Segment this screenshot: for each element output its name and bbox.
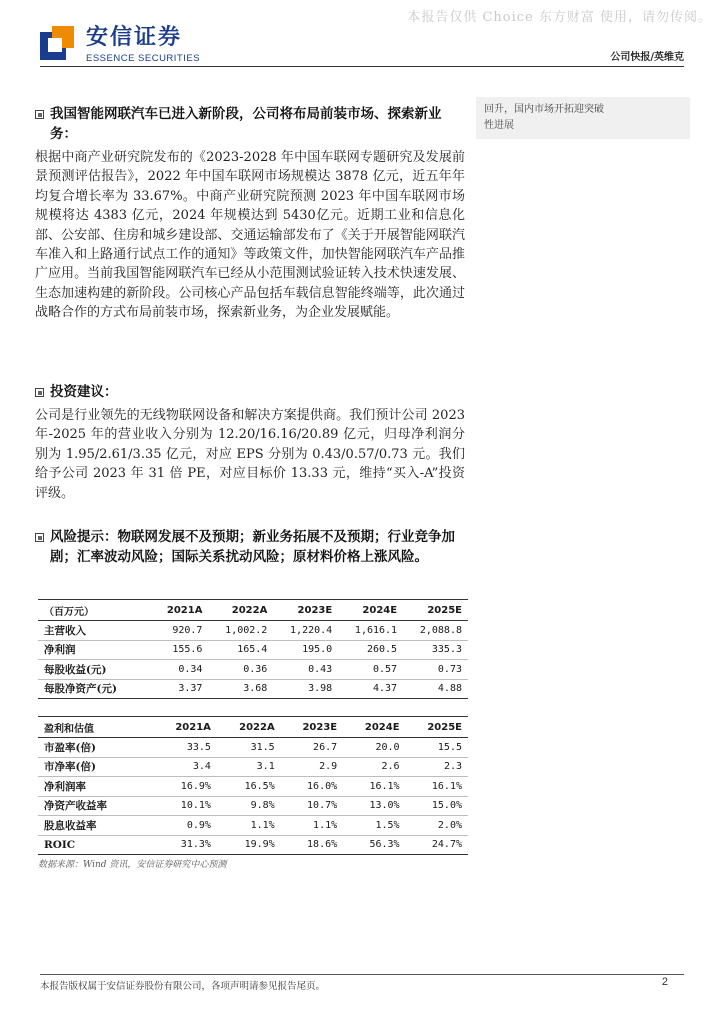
sidebar-note-line2: 性进展 [484, 120, 514, 131]
table-cell: 18.6% [281, 835, 343, 855]
table-cell: 0.73 [403, 660, 468, 680]
table-cell: 9.8% [217, 796, 281, 816]
watermark: 本报告仅供 Choice 东方财富 使用，请勿传阅。 [407, 10, 712, 25]
valuation-table [38, 716, 468, 855]
table-cell: 4.88 [403, 679, 468, 699]
table-cell: 16.9% [153, 777, 217, 797]
report-type: 公司快报/英维克 [610, 52, 684, 63]
row-label: 股息收益率 [38, 816, 153, 836]
section-body: 根据中商产业研究院发布的《2023-2028 年中国车联网专题研究及发展前景预测评估报告》，2022 年中国车联网市场规模达 3878 亿元，近五年年均复合增长率为 33.67%。中商产业研究院预测 2023 年中国车联网市场规模将达 4383 亿元，2024 年规模达到 5430亿元。近期工业和信息化部、公安部、住房和城乡建设部、交通运输部发布了《关于开展智能网联汽车准入和上路通行试点工作的通知》等政策文件，加快智能网联汽车产品推广应用。当前我国智能网联汽车已经从小范围测试验证转入技术快速发展、生态加速构建的新阶段。公司核心产品包括车载信息智能终端等，此次通过战略合作的方式布局前装市场，探索新业务，为企业发展赋能。 [35, 150, 465, 321]
table-row [38, 777, 468, 797]
page-number: 2 [661, 976, 668, 988]
table-cell: 13.0% [343, 796, 405, 816]
section-market [35, 104, 465, 323]
table-header-cell: 2023E [281, 717, 343, 738]
table-cell: 1.1% [217, 816, 281, 836]
table-cell: 1,002.2 [208, 621, 273, 641]
table-cell: 31.3% [153, 835, 217, 855]
financial-table [38, 599, 468, 699]
table-cell: 1,220.4 [273, 621, 338, 641]
table-cell: 2.3 [406, 757, 468, 777]
table-cell: 1.1% [281, 816, 343, 836]
table-cell: 16.5% [217, 777, 281, 797]
table-cell: 16.1% [343, 777, 405, 797]
table-row [38, 816, 468, 836]
table-cell: 56.3% [343, 835, 405, 855]
table-cell: 3.68 [208, 679, 273, 699]
section-title [35, 382, 465, 402]
row-label: ROIC [38, 835, 153, 855]
table-cell: 20.0 [343, 738, 405, 758]
sidebar-note-line1: 回升，国内市场开拓迎突破 [484, 104, 604, 115]
row-label: 净利润 [38, 640, 152, 660]
table-cell: 0.57 [338, 660, 403, 680]
table-cell: 0.36 [208, 660, 273, 680]
table-cell: 1,616.1 [338, 621, 403, 641]
table-header-cell: 2024E [338, 600, 403, 621]
section-title-text: 我国智能网联汽车已进入新阶段，公司将布局前装市场、探索新业务： [50, 106, 442, 142]
table-row [38, 796, 468, 816]
table-row [38, 835, 468, 855]
sidebar-note [476, 97, 690, 139]
table-cell: 33.5 [153, 738, 217, 758]
row-label: 市净率(倍) [38, 757, 153, 777]
table-cell: 2.6 [343, 757, 405, 777]
bullet-square-icon [35, 388, 44, 397]
section-title-text: 风险提示：物联网发展不及预期；新业务拓展不及预期；行业竞争加剧；汇率波动风险；国际关系扰动风险；原材料价格上涨风险。 [50, 529, 455, 565]
table-cell: 3.98 [273, 679, 338, 699]
table-cell: 920.7 [152, 621, 208, 641]
footer-divider [40, 974, 684, 975]
row-label: 每股净资产(元) [38, 679, 152, 699]
row-label: 每股收益(元) [38, 660, 152, 680]
table-cell: 4.37 [338, 679, 403, 699]
section-investment [35, 382, 465, 503]
table-cell: 195.0 [273, 640, 338, 660]
table-cell: 165.4 [208, 640, 273, 660]
row-label: 市盈率(倍) [38, 738, 153, 758]
table-cell: 2.0% [406, 816, 468, 836]
table-cell: 260.5 [338, 640, 403, 660]
table-header-cell: 2022A [217, 717, 281, 738]
row-label: 主营收入 [38, 621, 152, 641]
table-header-cell: 2025E [403, 600, 468, 621]
row-label: 净资产收益率 [38, 796, 153, 816]
table-cell: 335.3 [403, 640, 468, 660]
table-cell: 0.43 [273, 660, 338, 680]
logo-name-cn: 安信证券 [86, 25, 183, 50]
table-cell: 0.34 [152, 660, 208, 680]
section-body: 公司是行业领先的无线物联网设备和解决方案提供商。我们预计公司 2023 年-2025 年的营业收入分别为 12.20/16.16/20.89 亿元，归母净利润分别为 1.95/2.61/3.35 亿元，对应 EPS 分别为 0.43/0.57/0.73 元。我们给予公司 2023 年 31 倍 PE，对应目标价 13.33 元，维持“买入-A”投资评级。 [35, 408, 465, 501]
table-header-cell: 2022A [208, 600, 273, 621]
table-cell: 3.4 [153, 757, 217, 777]
section-title [35, 527, 465, 567]
row-label: 净利润率 [38, 777, 153, 797]
table-header-row [38, 600, 468, 621]
table-cell: 24.7% [406, 835, 468, 855]
table-header-cell: 盈利和估值 [38, 717, 153, 738]
table-cell: 3.37 [152, 679, 208, 699]
logo-mark-icon [40, 26, 76, 62]
company-logo [40, 26, 200, 64]
table-cell: 0.9% [153, 816, 217, 836]
table-header-cell: 2021A [153, 717, 217, 738]
table-header-cell: 2023E [273, 600, 338, 621]
data-source-note: 数据来源：Wind 资讯，安信证券研究中心预测 [38, 860, 227, 870]
table-cell: 15.5 [406, 738, 468, 758]
table-cell: 16.0% [281, 777, 343, 797]
section-title [35, 104, 465, 144]
table-cell: 31.5 [217, 738, 281, 758]
table-row [38, 679, 468, 699]
table-row [38, 660, 468, 680]
table-row [38, 757, 468, 777]
table-row [38, 621, 468, 641]
table-cell: 2,088.8 [403, 621, 468, 641]
table-header-cell: （百万元） [38, 600, 152, 621]
footer-disclaimer: 本报告版权属于安信证券股份有限公司，各项声明请参见报告尾页。 [40, 981, 326, 992]
bullet-square-icon [35, 110, 44, 119]
table-cell: 1.5% [343, 816, 405, 836]
table-cell: 3.1 [217, 757, 281, 777]
table-cell: 16.1% [406, 777, 468, 797]
bullet-square-icon [35, 533, 44, 542]
table-row [38, 738, 468, 758]
table-cell: 19.9% [217, 835, 281, 855]
table-cell: 26.7 [281, 738, 343, 758]
table-header-cell: 2025E [406, 717, 468, 738]
table-cell: 2.9 [281, 757, 343, 777]
logo-name-en: ESSENCE SECURITIES [86, 53, 201, 64]
table-cell: 15.0% [406, 796, 468, 816]
table-cell: 155.6 [152, 640, 208, 660]
table-header-cell: 2024E [343, 717, 405, 738]
table-header-row [38, 717, 468, 738]
table-cell: 10.7% [281, 796, 343, 816]
table-row [38, 640, 468, 660]
table-cell: 10.1% [153, 796, 217, 816]
section-risk [35, 527, 465, 567]
table-header-cell: 2021A [152, 600, 208, 621]
section-title-text: 投资建议： [50, 384, 118, 400]
header-divider [40, 66, 684, 67]
